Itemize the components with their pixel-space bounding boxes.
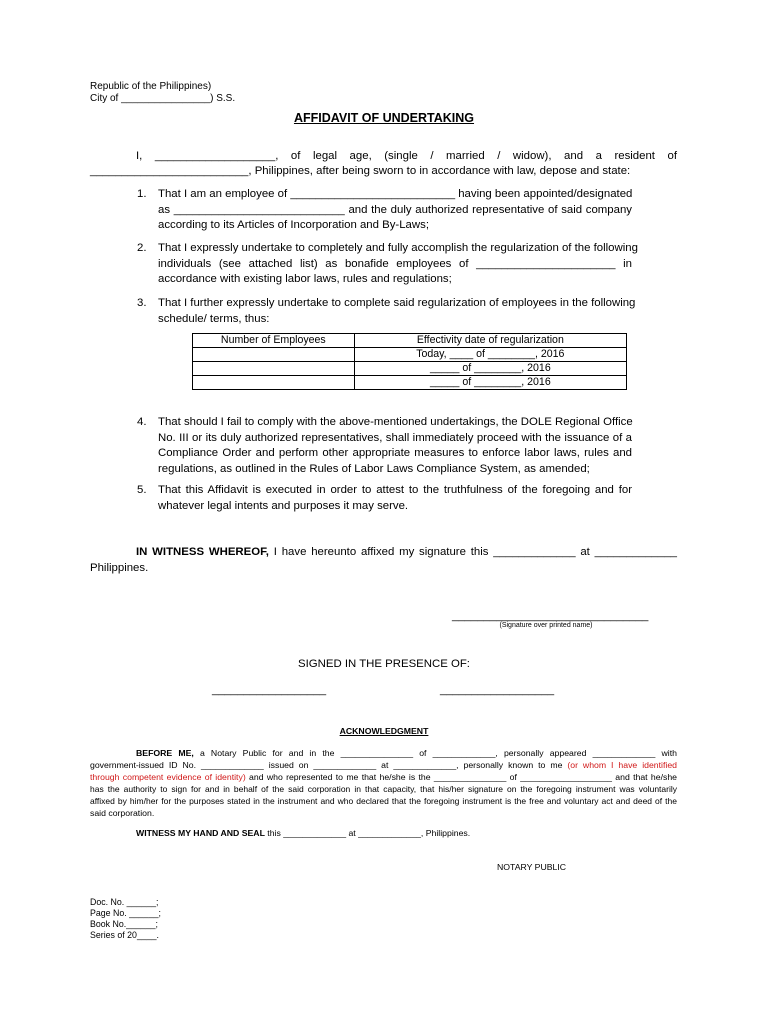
presence-title: SIGNED IN THE PRESENCE OF:: [298, 658, 470, 670]
witness-text: I have hereunto affixed my signature this _____________ at _____________: [273, 546, 677, 558]
header-city: City of ________________) S.S.: [90, 93, 236, 104]
item-number: 3.: [137, 297, 147, 309]
item-number: 4.: [137, 416, 147, 428]
ack-text: government-issued ID No. _____________ issued on _____________ at _____________, personally known to me: [90, 760, 563, 770]
seal-text: this _____________ at _____________, Philippines.: [267, 828, 471, 838]
item-1: [90, 187, 632, 237]
item-4-line: No. III or its duly authorized representatives, shall immediately proceed with the issuance of a: [158, 431, 632, 444]
book-number: Book No.______;: [90, 919, 158, 929]
item-1-line: as ___________________________ and the duly authorized representative of said company: [158, 203, 632, 216]
header-republic: Republic of the Philippines): [90, 81, 212, 92]
table-row: [193, 348, 627, 362]
doc-number: Doc. No. ______;: [90, 897, 159, 907]
signature-line: _______________________________: [452, 610, 649, 622]
ack-line-1: [136, 748, 677, 760]
table-header-cell: Number of Employees: [193, 334, 355, 348]
item-5: [90, 483, 632, 517]
witness-hand-seal: [136, 828, 470, 840]
page-number: Page No. ______;: [90, 908, 161, 918]
table-header-cell: Effectivity date of regularization: [354, 334, 626, 348]
item-2-line: That I expressly undertake to completely and fully accomplish the regularization of the following: [158, 242, 638, 254]
item-3-line: That I further expressly undertake to complete said regularization of employees in the following: [158, 297, 636, 309]
table-cell: [193, 376, 355, 390]
table-cell: Today, ____ of ________, 2016: [354, 348, 626, 362]
item-2-line: individuals (see attached list) as bonafide employees of ______________________ in: [158, 257, 632, 270]
intro-line-1: I, ___________________, of legal age, (single / married / widow), and a resident of: [136, 150, 677, 162]
table-cell: _____ of ________, 2016: [354, 376, 626, 390]
table-cell: [193, 348, 355, 362]
item-2: [90, 241, 638, 291]
item-4: [90, 415, 632, 479]
series-year: Series of 20____.: [90, 930, 159, 940]
ack-red-text: (or whom I have identified: [567, 760, 677, 770]
ack-line-2: [90, 760, 677, 772]
item-4-line: Compliance Order and perform other appropriate measures to enforce labor laws, rules and: [158, 447, 632, 459]
item-5-line: That this Affidavit is executed in order to attest to the truthfulness of the foregoing and for: [158, 484, 632, 496]
ack-line-5: affixed by him/her for the purposes stated in the instrument and who declared that the foregoing instrument is the free and voluntary act and deed of the: [90, 796, 677, 806]
seal-bold: WITNESS MY HAND AND SEAL: [136, 828, 265, 838]
witness-line-2: Philippines.: [90, 562, 149, 574]
ack-text: a Notary Public for and in the _______________ of _____________, personally appeared _____________ with: [199, 748, 677, 758]
witness-bold: IN WITNESS WHEREOF,: [136, 546, 269, 558]
item-number: 1.: [137, 188, 147, 200]
item-4-line: That should I fail to comply with the above-mentioned undertakings, the DOLE Regional Office: [158, 416, 633, 428]
ack-line-6: said corporation.: [90, 808, 155, 818]
witness-line-1: [136, 545, 677, 561]
intro-line-2: _________________________, Philippines, after being sworn to in accordance with law, depose and state:: [90, 165, 631, 177]
ack-bold: BEFORE ME,: [136, 748, 194, 758]
schedule-table: [192, 333, 627, 390]
ack-text: and who represented to me that he/she is the _______________ of ___________________ and that he/she: [249, 772, 677, 782]
ack-red-text: through competent evidence of identity): [90, 772, 246, 782]
ack-line-4: has the authority to sign for and in behalf of the said corporation in that capacity, that his/her signature on the foregoing instrument was voluntarily: [90, 784, 677, 794]
table-header-row: [193, 334, 627, 348]
item-number: 5.: [137, 484, 147, 496]
signature-caption: (Signature over printed name): [499, 622, 593, 629]
ack-line-3: [90, 772, 677, 784]
item-number: 2.: [137, 242, 147, 254]
table-row: [193, 362, 627, 376]
item-2-line: accordance with existing labor laws, rules and regulations;: [158, 273, 452, 285]
table-cell: [193, 362, 355, 376]
item-1-line: That I am an employee of __________________________ having been appointed/designated: [158, 188, 633, 200]
item-3-line: schedule/ terms, thus:: [158, 312, 270, 325]
document-title: AFFIDAVIT OF UNDERTAKING: [293, 111, 475, 125]
acknowledgment-title: ACKNOWLEDGMENT: [339, 726, 429, 736]
notary-public: NOTARY PUBLIC: [497, 862, 567, 872]
witness-signature-line-2: __________________: [440, 684, 555, 696]
item-3: [90, 296, 636, 330]
table-cell: _____ of ________, 2016: [354, 362, 626, 376]
item-1-line: according to its Articles of Incorporation and By-Laws;: [158, 219, 429, 231]
witness-signature-line-1: __________________: [212, 684, 327, 696]
item-4-line: regulations, as outlined in the Rules of Labor Laws Compliance System, as amended;: [158, 462, 590, 475]
table-row: [193, 376, 627, 390]
item-5-line: whatever legal intents and purposes it may serve.: [158, 499, 409, 512]
